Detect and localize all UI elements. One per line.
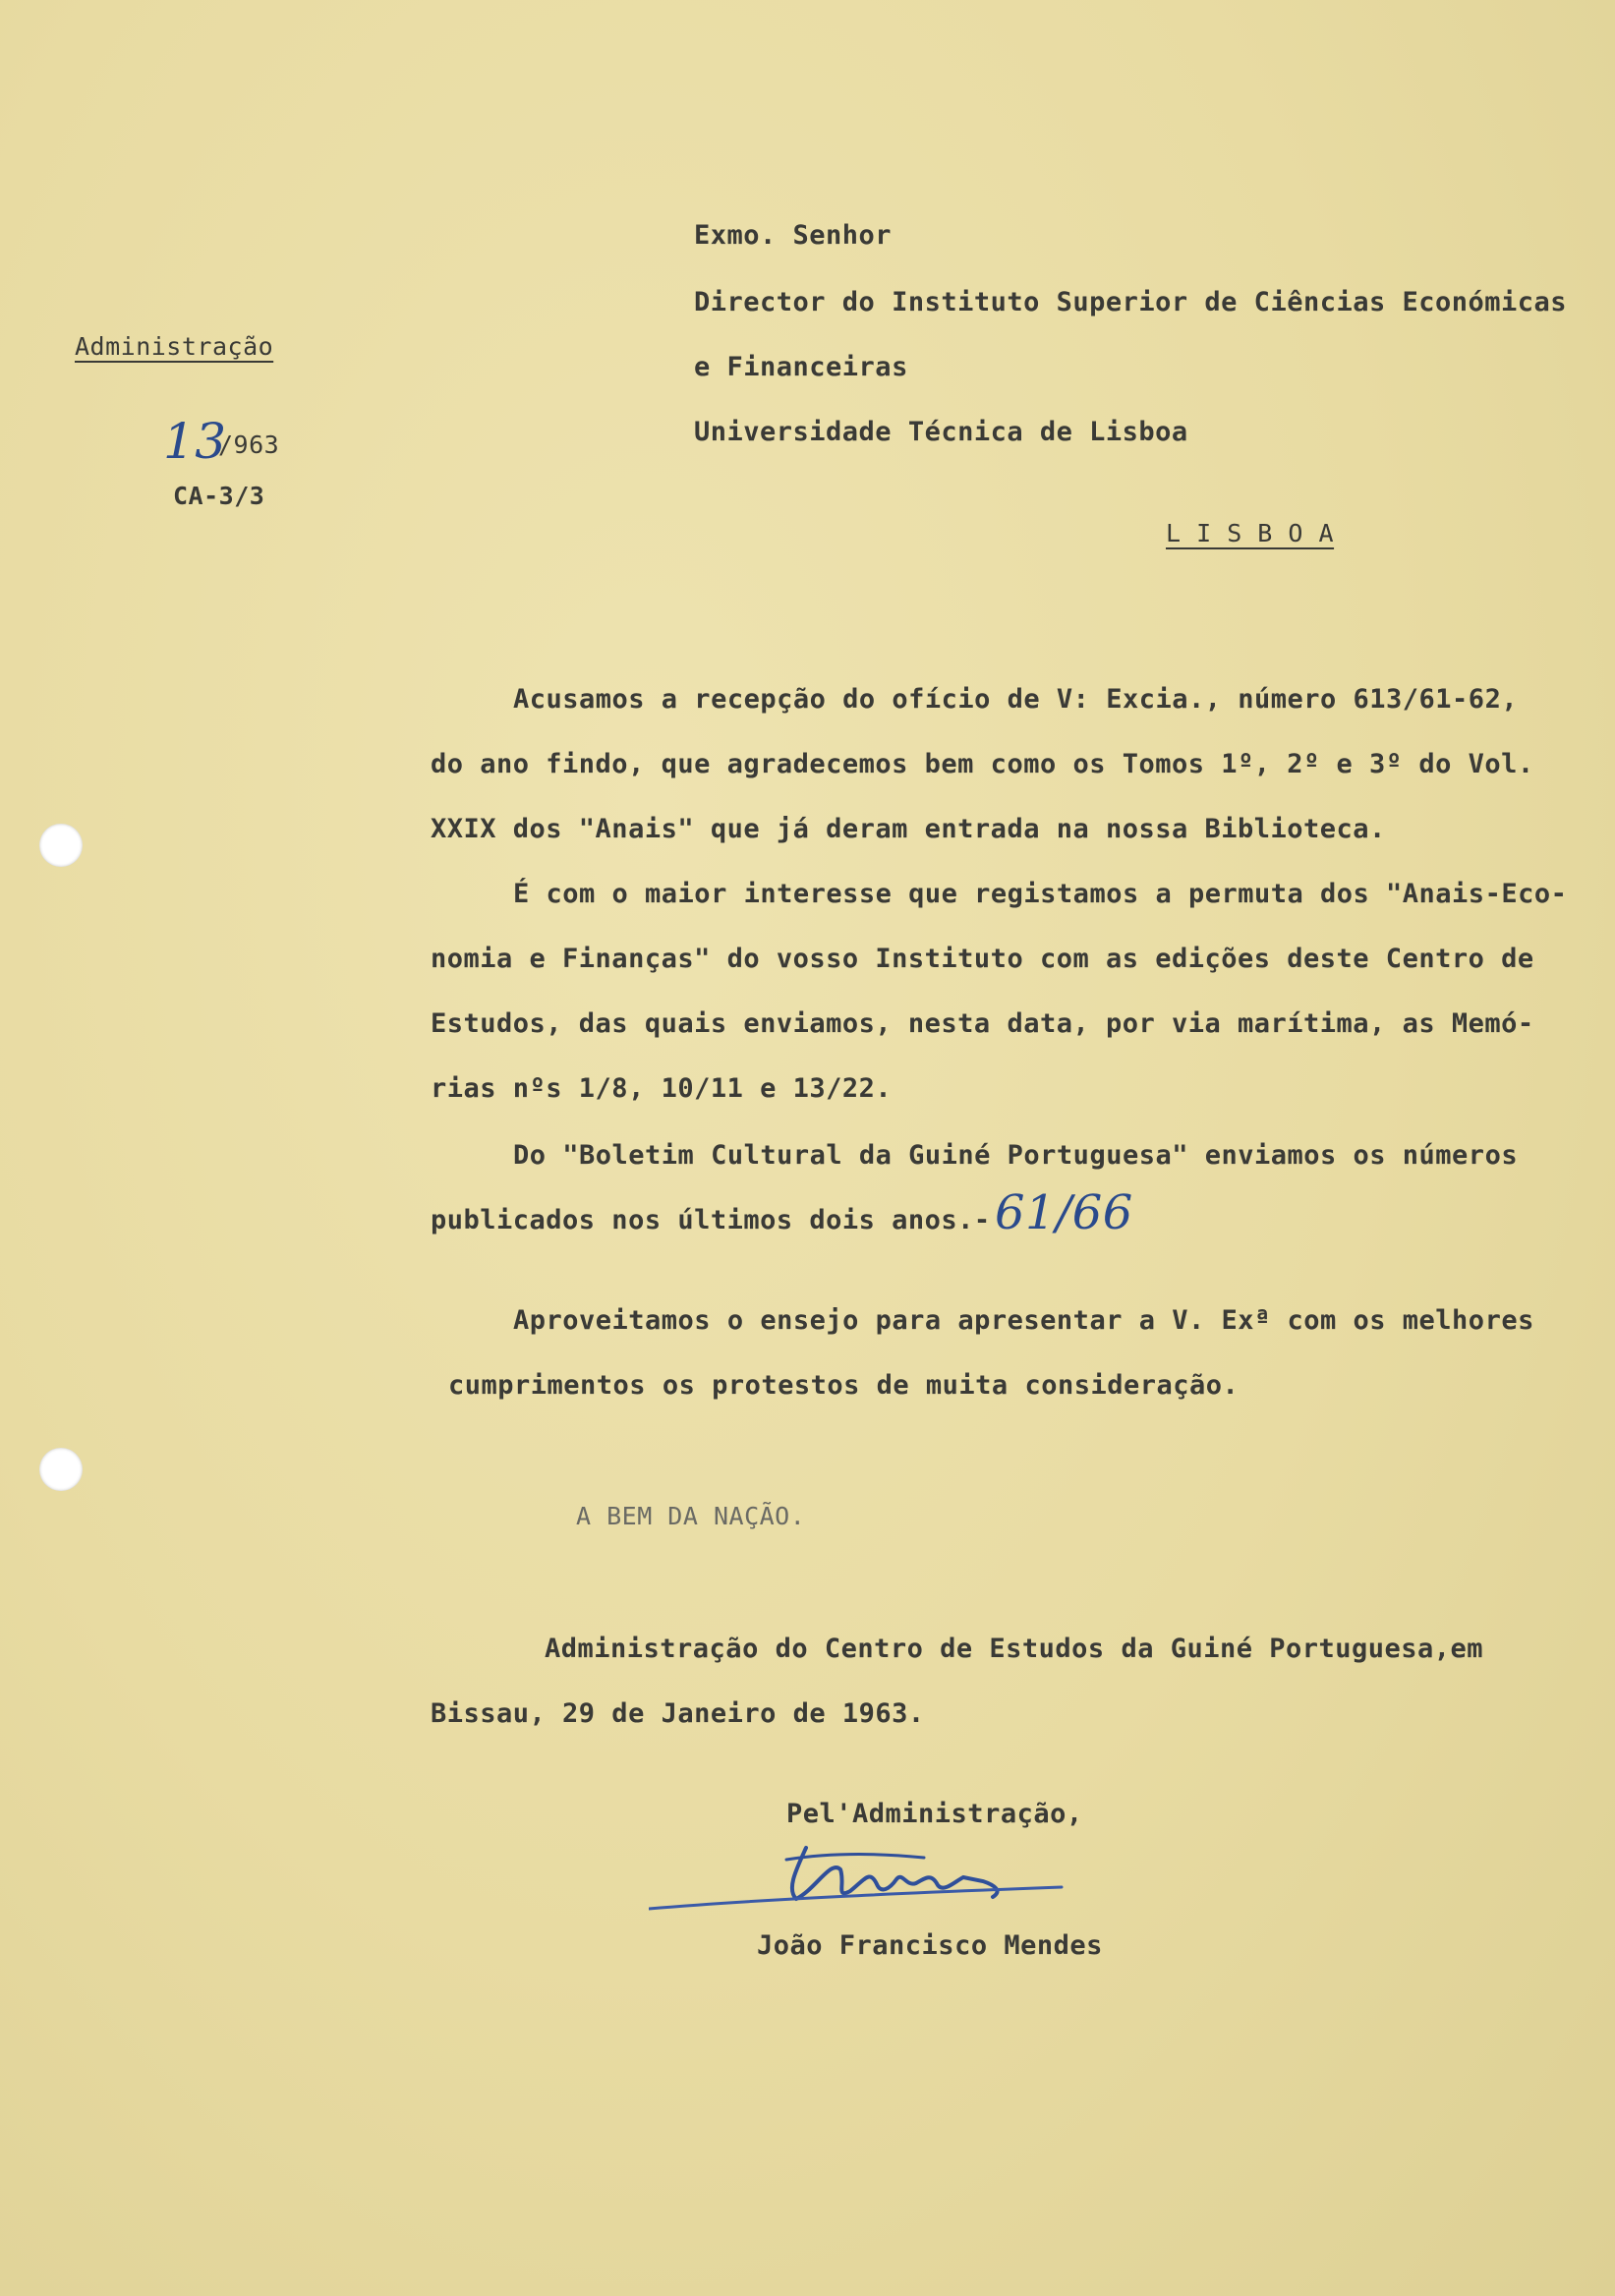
body-p3-line1: Do "Boletim Cultural da Guiné Portuguesa" enviamos os números	[513, 1140, 1519, 1171]
reference-year: /963	[218, 430, 280, 459]
salutation: Exmo. Senhor	[694, 220, 893, 251]
recipient-city: L I S B O A	[1166, 519, 1335, 547]
body-p4-line2: cumprimentos os protestos de muita consideração.	[448, 1370, 1240, 1401]
reference-code: CA-3/3	[173, 482, 265, 510]
motto: A BEM DA NAÇÃO.	[576, 1502, 806, 1530]
place-line1: Administração do Centro de Estudos da Guiné Portuguesa,em	[545, 1634, 1484, 1664]
body-p2-line4: rias nºs 1/8, 10/11 e 13/22.	[431, 1073, 893, 1104]
body-p1-line2: do ano findo, que agradecemos bem como os Tomos 1º, 2º e 3º do Vol.	[431, 749, 1534, 779]
body-p4-line1: Aproveitamos o ensejo para apresentar a V. Exª com os melhores	[513, 1305, 1534, 1336]
recipient-title: Director do Instituto Superior de Ciências Económicas	[694, 287, 1568, 317]
body-p3-line2: publicados nos últimos dois anos.-	[431, 1205, 991, 1235]
recipient-university: Universidade Técnica de Lisboa	[694, 417, 1188, 447]
department-label: Administração	[75, 332, 274, 361]
body-p2-line1: É com o maior interesse que registamos a permuta dos "Anais-Eco-	[513, 879, 1568, 909]
body-p1-line3: XXIX dos "Anais" que já deram entrada na nossa Biblioteca.	[431, 814, 1386, 844]
signoff: Pel'Administração,	[786, 1799, 1083, 1829]
punch-hole-bottom	[39, 1448, 83, 1491]
punch-hole-top	[39, 824, 83, 867]
body-p1-line1: Acusamos a recepção do ofício de V: Excia., número 613/61-62,	[513, 684, 1519, 715]
place-date-line: Bissau, 29 de Janeiro de 1963.	[431, 1698, 925, 1729]
handwritten-issue-range: 61/66	[995, 1185, 1133, 1240]
handwritten-signature	[649, 1830, 1081, 1919]
body-p2-line2: nomia e Finanças" do vosso Instituto com as edições deste Centro de	[431, 944, 1534, 974]
reference-number-handwritten: 13	[163, 413, 227, 470]
signatory-name: João Francisco Mendes	[757, 1930, 1103, 1961]
recipient-title-cont: e Financeiras	[694, 352, 908, 382]
body-p2-line3: Estudos, das quais enviamos, nesta data, por via marítima, as Memó-	[431, 1008, 1534, 1039]
